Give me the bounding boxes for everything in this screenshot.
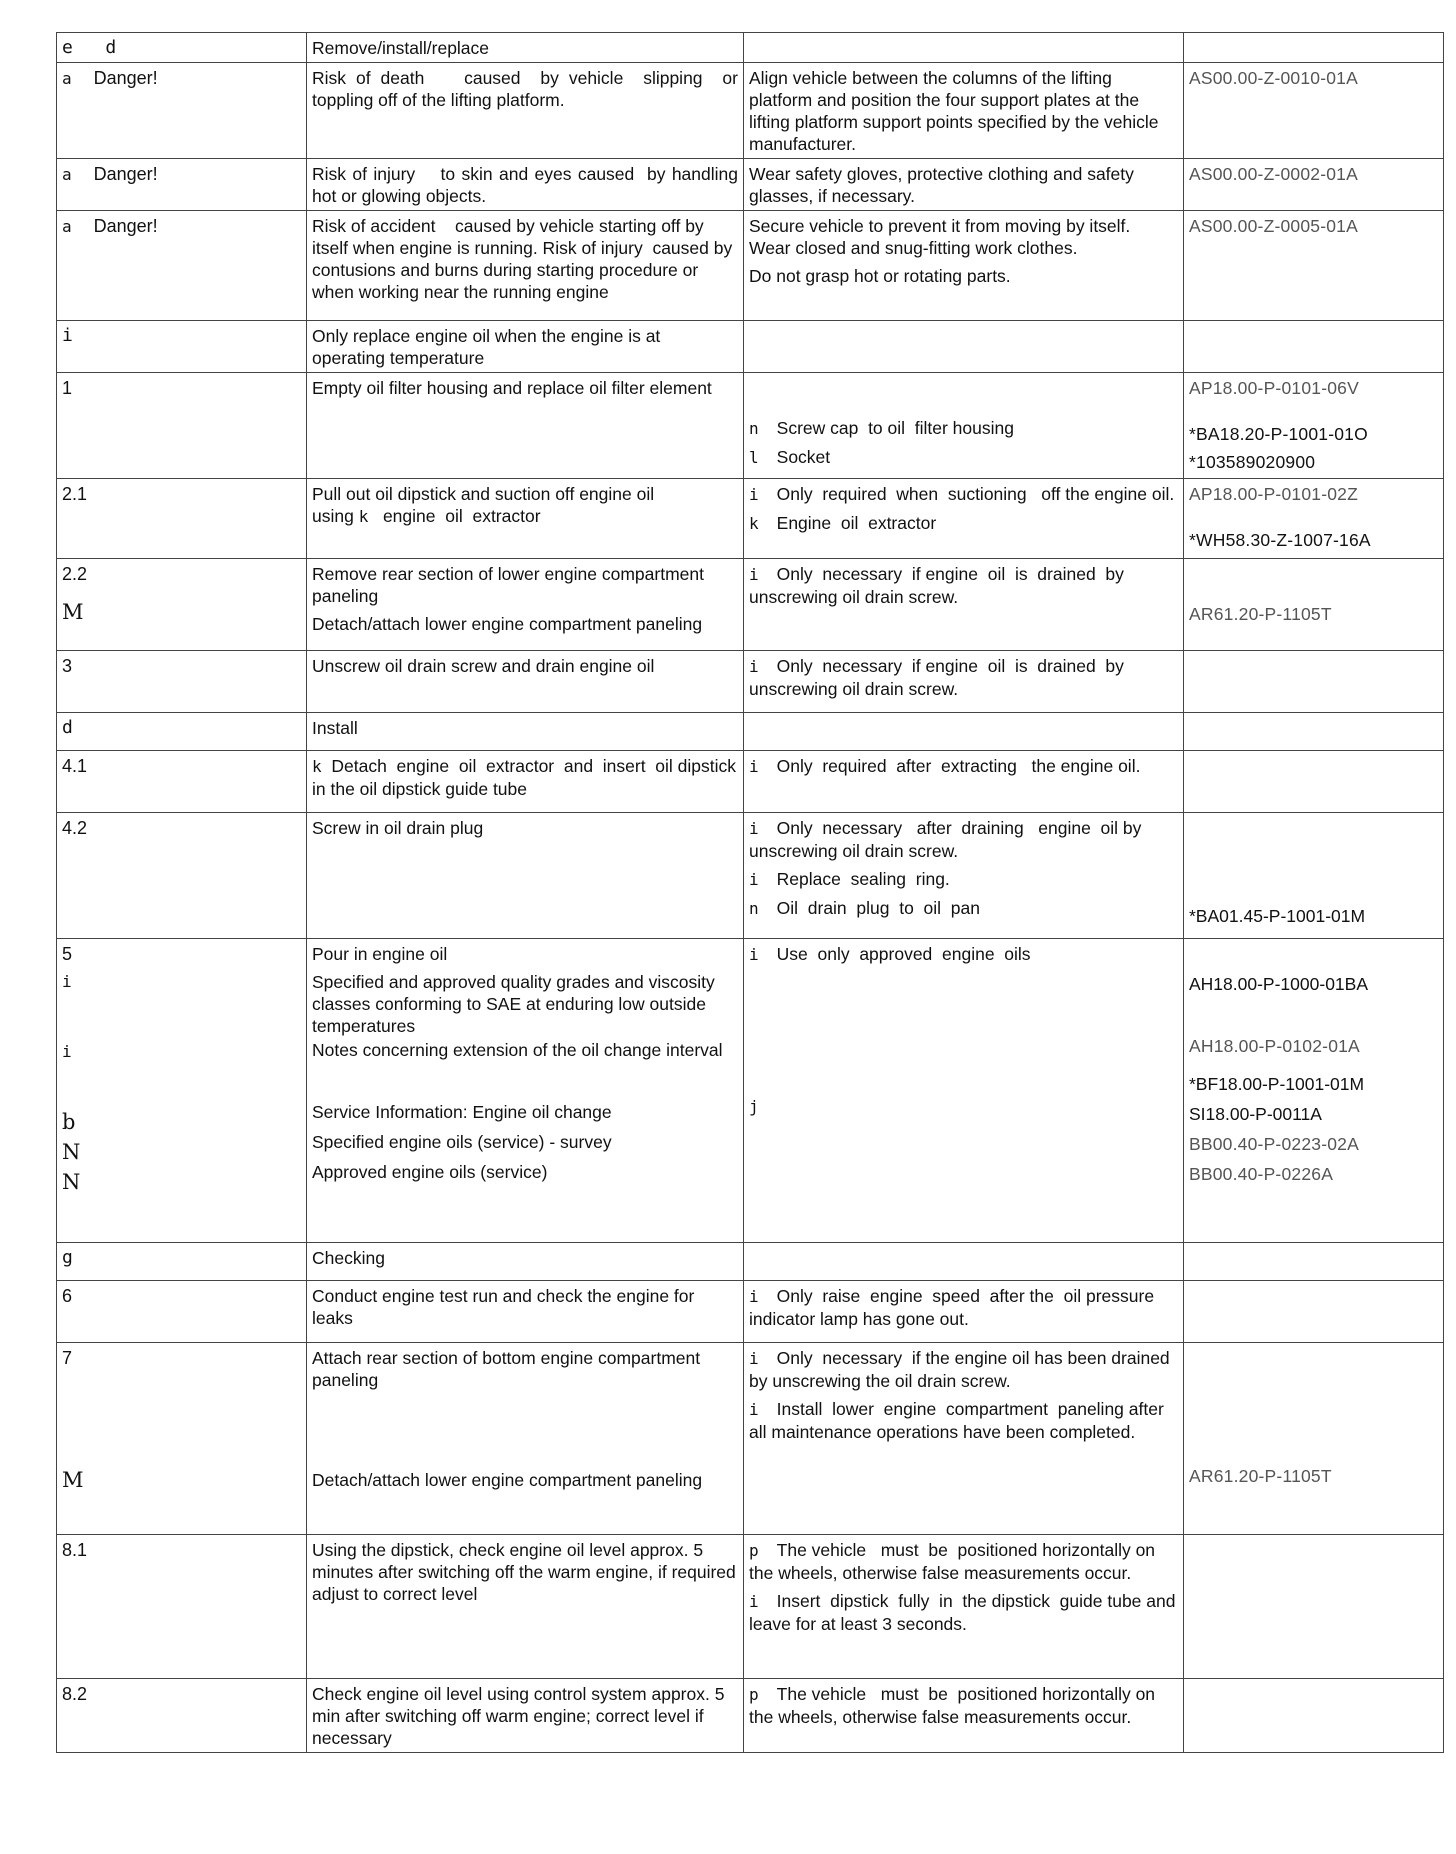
step-text: Unscrew oil drain screw and drain engine oil <box>307 651 744 713</box>
note-cell <box>744 939 1184 1243</box>
reference-link[interactable]: *WH58.30-Z-1007-16A <box>1189 530 1371 550</box>
service-info-icon: b <box>62 1110 76 1134</box>
reference-cell <box>1184 559 1444 651</box>
note-cell <box>744 33 1184 63</box>
note-text: Only necessary if the engine oil has been drained by unscrewing the oil drain screw. <box>749 1348 1175 1391</box>
check-icon: g <box>57 1243 307 1281</box>
step-text: Notes concerning extension of the oil change interval <box>312 1040 723 1060</box>
reference-link[interactable]: AP18.00-P-0101-02Z <box>1189 484 1358 504</box>
document-icon: N <box>62 1170 81 1194</box>
note-cell <box>744 373 1184 479</box>
step-cell <box>57 211 307 321</box>
info-icon: i <box>749 1400 759 1419</box>
step-number: 8.2 <box>57 1679 307 1753</box>
reference-link[interactable]: SI18.00-P-0011A <box>1189 1104 1322 1124</box>
step-cell <box>57 63 307 159</box>
reference-cell <box>1184 1535 1444 1679</box>
note-text: Only necessary if engine oil is drained by unscrewing oil drain screw. <box>749 656 1129 699</box>
table-row <box>57 373 1444 479</box>
reference-cell <box>1184 1343 1444 1535</box>
note-text: Do not grasp hot or rotating parts. <box>749 266 1011 286</box>
reference-cell <box>1184 373 1444 479</box>
step-text: Pour in engine oil <box>312 944 448 964</box>
step-text: Approved engine oils (service) <box>312 1162 548 1182</box>
step-text: Remove rear section of lower engine compartment paneling <box>312 564 704 606</box>
step-text: Detach/attach lower engine compartment paneling <box>312 1470 703 1490</box>
reference-link[interactable]: BB00.40-P-0223-02A <box>1189 1134 1359 1154</box>
table-row <box>57 33 1444 63</box>
step-text: engine oil extractor <box>382 506 541 526</box>
info-icon: i <box>749 870 759 889</box>
tool-icon: k <box>749 514 759 533</box>
danger-label: Danger! <box>93 68 158 88</box>
note-cell <box>744 813 1184 939</box>
reference-cell <box>1184 651 1444 713</box>
reference-link[interactable]: AS00.00-Z-0002-01A <box>1184 159 1444 211</box>
info-icon: i <box>749 819 759 838</box>
reference-link[interactable]: AR61.20-P-1105T <box>1189 604 1332 624</box>
note-text: Secure vehicle to prevent it from moving by itself. <box>749 216 1131 236</box>
table-row <box>57 479 1444 559</box>
tightening-torque-icon: j <box>749 1097 759 1116</box>
info-icon: i <box>749 485 759 504</box>
note-text: Only necessary after draining engine oil by unscrewing oil drain screw. <box>749 818 1147 861</box>
table-row <box>57 1535 1444 1679</box>
step-number: 8.1 <box>57 1535 307 1679</box>
note-text: Engine oil extractor <box>776 513 937 533</box>
note-cell <box>744 1679 1184 1753</box>
danger-icon: a <box>62 69 72 88</box>
section-heading: Install <box>307 713 744 751</box>
info-icon: i <box>62 972 72 991</box>
reference-link[interactable]: *BA18.20-P-1001-01O <box>1189 424 1368 444</box>
reference-link[interactable]: AS00.00-Z-0010-01A <box>1184 63 1444 159</box>
table-row <box>57 321 1444 373</box>
removal-icon: M <box>62 600 84 624</box>
info-icon: i <box>749 565 759 584</box>
reference-cell <box>1184 751 1444 813</box>
step-text-cell <box>307 559 744 651</box>
reference-cell <box>1184 939 1444 1243</box>
step-cell <box>57 559 307 651</box>
step-number: 4.1 <box>57 751 307 813</box>
reference-link[interactable]: BB00.40-P-0226A <box>1189 1164 1334 1184</box>
document-icon: N <box>62 1140 81 1164</box>
note-text: Only raise engine speed after the oil pressure indicator lamp has gone out. <box>749 1286 1159 1329</box>
table-row <box>57 63 1444 159</box>
info-icon: i <box>62 1042 72 1061</box>
note-text: Only necessary if engine oil is drained by unscrewing oil drain screw. <box>749 564 1129 607</box>
reference-link[interactable]: AP18.00-P-0101-06V <box>1189 378 1359 398</box>
step-cell <box>57 1343 307 1535</box>
step-number: 6 <box>57 1281 307 1343</box>
info-icon: i <box>749 1592 759 1611</box>
tool-icon: k <box>358 507 369 526</box>
caution-icon: p <box>749 1541 759 1560</box>
step-text: Empty oil filter housing and replace oil filter element <box>307 373 744 479</box>
info-icon: i <box>749 657 759 676</box>
table-row <box>57 1679 1444 1753</box>
note-cell <box>744 751 1184 813</box>
table-row <box>57 1281 1444 1343</box>
info-icon: i <box>57 321 307 373</box>
step-number: 1 <box>57 373 307 479</box>
note-cell <box>744 321 1184 373</box>
info-icon: i <box>749 945 759 964</box>
step-text: Conduct engine test run and check the engine for leaks <box>307 1281 744 1343</box>
note-text: The vehicle must be positioned horizontally on the wheels, otherwise false measurements occur. <box>749 1684 1160 1727</box>
table-row <box>57 1243 1444 1281</box>
note-cell <box>744 651 1184 713</box>
reference-cell <box>1184 813 1444 939</box>
note-text: Socket <box>776 447 831 467</box>
step-text: Only replace engine oil when the engine is at operating temperature <box>307 321 744 373</box>
table-row <box>57 651 1444 713</box>
note-cell <box>744 559 1184 651</box>
note-text: Only required when suctioning off the engine oil. <box>776 484 1175 504</box>
note-cell <box>744 713 1184 751</box>
reference-cell <box>1184 479 1444 559</box>
step-text: Check engine oil level using control system approx. 5 min after switching off warm engine; correct level if necessary <box>307 1679 744 1753</box>
tool-icon: l <box>749 448 759 467</box>
reference-cell <box>1184 321 1444 373</box>
removal-icon: M <box>62 1468 84 1492</box>
table-row <box>57 751 1444 813</box>
step-text: Using the dipstick, check engine oil level approx. 5 minutes after switching off the warm engine, if required adjust to correct level <box>307 1535 744 1679</box>
step-text: Risk of death caused by vehicle slipping or toppling off of the lifting platform. <box>307 63 744 159</box>
table-row <box>57 1343 1444 1535</box>
step-text: Specified and approved quality grades and viscosity classes conforming to SAE at enduring low outside temperatures <box>312 972 715 1036</box>
note-text: Install lower engine compartment paneling after all maintenance operations have been completed. <box>749 1399 1169 1442</box>
danger-label: Danger! <box>93 164 158 184</box>
step-text: Attach rear section of bottom engine compartment paneling <box>312 1348 701 1390</box>
install-icon: d <box>57 713 307 751</box>
procedure-table <box>56 32 1444 1753</box>
step-text: Detach/attach lower engine compartment paneling <box>312 614 703 634</box>
reference-cell <box>1184 1281 1444 1343</box>
step-text-cell <box>307 479 744 559</box>
note-cell <box>744 1243 1184 1281</box>
note-cell <box>744 479 1184 559</box>
table-row <box>57 211 1444 321</box>
step-text: Risk of injury to skin and eyes caused by handling hot or glowing objects. <box>307 159 744 211</box>
note-cell: Align vehicle between the columns of the lifting platform and position the four support plates at the lifting platform support points specified by the vehicle manufacturer. <box>744 63 1184 159</box>
section-heading: Checking <box>307 1243 744 1281</box>
reference-link[interactable]: *BF18.00-P-1001-01M <box>1189 1074 1365 1094</box>
reference-link[interactable]: *BA01.45-P-1001-01M <box>1189 906 1366 926</box>
step-number: 2.2 <box>62 564 88 584</box>
note-text: Replace sealing ring. <box>776 869 950 889</box>
note-cell <box>744 1535 1184 1679</box>
info-icon: i <box>749 1349 759 1368</box>
table-row <box>57 713 1444 751</box>
note-text: Only required after extracting the engine oil. <box>776 756 1141 776</box>
step-number: 7 <box>62 1348 73 1368</box>
table-row <box>57 939 1444 1243</box>
step-cell: e d <box>57 33 307 63</box>
step-text: Pull out oil dipstick and suction off engine oil <box>312 484 655 504</box>
step-text-cell <box>307 939 744 1243</box>
note-text: Wear closed and snug-fitting work clothes. <box>749 238 1078 258</box>
reference-cell <box>1184 713 1444 751</box>
danger-icon: a <box>62 217 72 236</box>
note-text: The vehicle must be positioned horizontally on the wheels, otherwise false measurements occur. <box>749 1540 1160 1583</box>
note-text: Screw cap to oil filter housing <box>776 418 1014 438</box>
step-text: Specified engine oils (service) - survey <box>312 1132 612 1152</box>
caution-icon: p <box>749 1685 759 1704</box>
step-cell <box>57 939 307 1243</box>
step-text: Service Information: Engine oil change <box>312 1102 612 1122</box>
reference-link[interactable]: AH18.00-P-1000-01BA <box>1189 974 1368 994</box>
note-cell: Wear safety gloves, protective clothing and safety glasses, if necessary. <box>744 159 1184 211</box>
step-number: 3 <box>57 651 307 713</box>
reference-cell <box>1184 33 1444 63</box>
note-text: Oil drain plug to oil pan <box>776 898 980 918</box>
reference-link[interactable]: AH18.00-P-0102-01A <box>1189 1036 1360 1056</box>
step-text: Detach engine oil extractor and insert oil dipstick in the oil dipstick guide tube <box>312 756 741 799</box>
tightening-torque-icon: n <box>749 899 759 918</box>
step-number: 4.2 <box>57 813 307 939</box>
step-text: Risk of accident caused by vehicle starting off by itself when engine is running. Risk of injury caused by contusions and burns during starting procedure or when working near the running engine <box>307 211 744 321</box>
tightening-torque-icon: n <box>749 419 759 438</box>
note-cell <box>744 1343 1184 1535</box>
step-text: Screw in oil drain plug <box>307 813 744 939</box>
reference-link[interactable]: *103589020900 <box>1189 452 1316 472</box>
step-text-cell <box>307 1343 744 1535</box>
note-text: Use only approved engine oils <box>776 944 1031 964</box>
danger-icon: a <box>62 165 72 184</box>
table-row <box>57 559 1444 651</box>
reference-cell <box>1184 1679 1444 1753</box>
table-row <box>57 813 1444 939</box>
step-number: 2.1 <box>57 479 307 559</box>
step-cell <box>57 159 307 211</box>
step-number: 5 <box>62 944 73 964</box>
note-text: Insert dipstick fully in the dipstick guide tube and leave for at least 3 seconds. <box>749 1591 1181 1634</box>
note-cell <box>744 1281 1184 1343</box>
reference-link[interactable]: AR61.20-P-1105T <box>1189 1466 1332 1486</box>
info-icon: i <box>749 757 759 776</box>
tool-icon: k <box>312 757 322 776</box>
table-row <box>57 159 1444 211</box>
danger-label: Danger! <box>93 216 158 236</box>
info-icon: i <box>749 1287 759 1306</box>
note-cell <box>744 211 1184 321</box>
reference-cell <box>1184 1243 1444 1281</box>
step-text-cell <box>307 751 744 813</box>
step-text: Remove/install/replace <box>307 33 744 63</box>
step-text: using <box>312 506 354 526</box>
reference-link[interactable]: AS00.00-Z-0005-01A <box>1184 211 1444 321</box>
